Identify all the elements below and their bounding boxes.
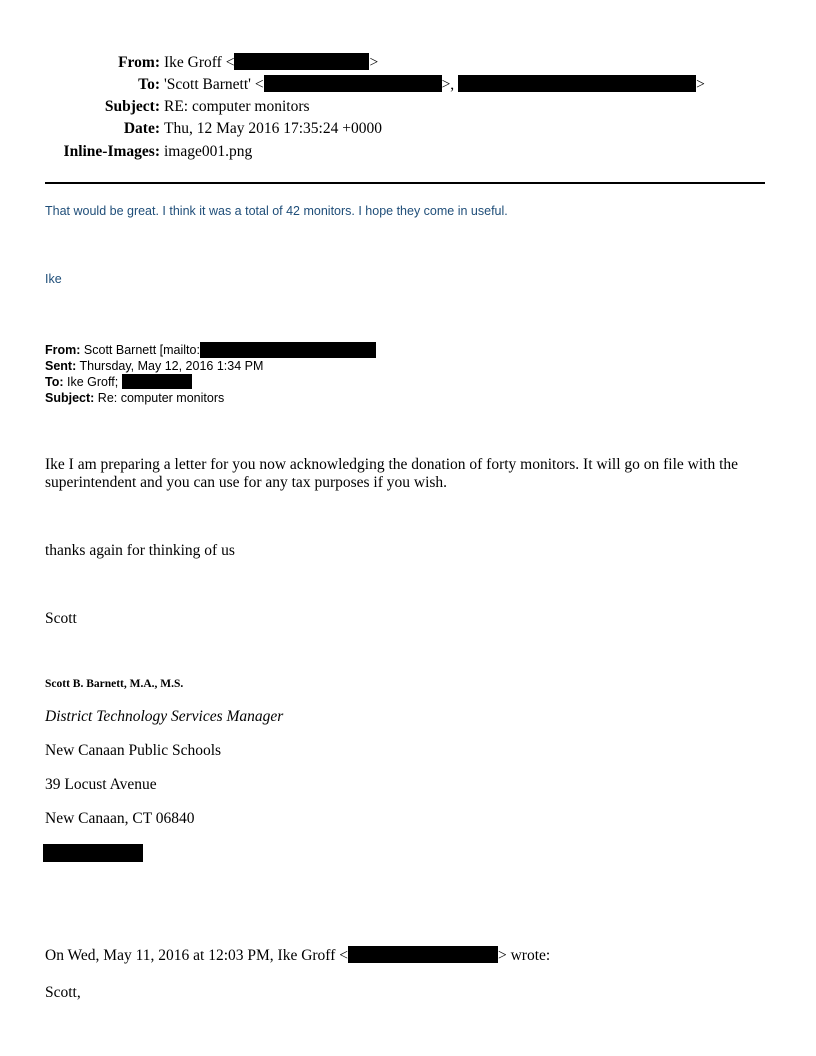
header-to-separator: >, (441, 76, 455, 93)
header-from-close: > (369, 54, 379, 71)
quoted-greeting: Scott, (45, 984, 81, 1001)
header-divider (45, 182, 765, 184)
header-to-value: 'Scott Barnett' < (164, 76, 264, 93)
signature-name: Scott B. Barnett, M.A., M.S. (45, 678, 184, 690)
redacted-email (348, 946, 498, 963)
forwarded-header (45, 342, 376, 406)
header-subject-label: Subject: (104, 98, 160, 115)
header-from-label: From: (118, 54, 160, 71)
quoted-intro-end: > wrote: (497, 947, 551, 964)
redacted-email (264, 75, 442, 92)
forwarded-to-row (45, 374, 376, 390)
header-date-value: Thu, 12 May 2016 17:35:24 +0000 (164, 120, 382, 137)
forwarded-subject-row (45, 390, 376, 406)
forwarded-sent-value: Thursday, May 12, 2016 1:34 PM (79, 359, 264, 373)
signature-title: District Technology Services Manager (45, 708, 284, 725)
forwarded-subject-label: Subject: (45, 391, 95, 405)
forwarded-from-row (45, 342, 376, 358)
message-signoff: Scott (45, 610, 77, 627)
header-inline-images-value: image001.png (164, 143, 253, 160)
signature-city: New Canaan, CT 06840 (45, 810, 195, 827)
forwarded-from-label: From: (45, 343, 81, 357)
redacted-email (458, 75, 696, 92)
header-to-label: To: (138, 76, 160, 93)
message-paragraph-line: Ike I am preparing a letter for you now acknowledging the donation of forty monitors. It will go on file with the (45, 456, 739, 473)
quoted-intro (45, 946, 550, 965)
reply-signoff: Ike (45, 272, 62, 286)
header-date-label: Date: (123, 120, 160, 137)
forwarded-sent-row (45, 358, 376, 374)
forwarded-to-label: To: (45, 375, 64, 389)
reply-line: That would be great. I think it was a total of 42 monitors. I hope they come in useful. (45, 204, 508, 218)
redacted-email (122, 374, 192, 389)
header-inline-images-label: Inline-Images: (63, 143, 160, 160)
redacted-email (200, 342, 376, 358)
header-to-close: > (696, 76, 705, 93)
redacted-phone (43, 844, 143, 862)
header-subject-value: RE: computer monitors (164, 98, 310, 115)
header-from-value: Ike Groff < (164, 54, 235, 71)
signature-street: 39 Locust Avenue (45, 776, 157, 793)
forwarded-from-value: Scott Barnett [mailto: (83, 343, 200, 357)
message-paragraph-line: superintendent and you can use for any tax purposes if you wish. (45, 474, 448, 491)
message-thanks: thanks again for thinking of us (45, 542, 235, 559)
forwarded-sent-label: Sent: (45, 359, 77, 373)
forwarded-subject-value: Re: computer monitors (97, 391, 225, 405)
quoted-intro-start: On Wed, May 11, 2016 at 12:03 PM, Ike Groff < (45, 947, 348, 964)
redacted-email (234, 53, 369, 70)
forwarded-to-value: Ike Groff; (67, 375, 119, 389)
signature-organization: New Canaan Public Schools (45, 742, 222, 759)
